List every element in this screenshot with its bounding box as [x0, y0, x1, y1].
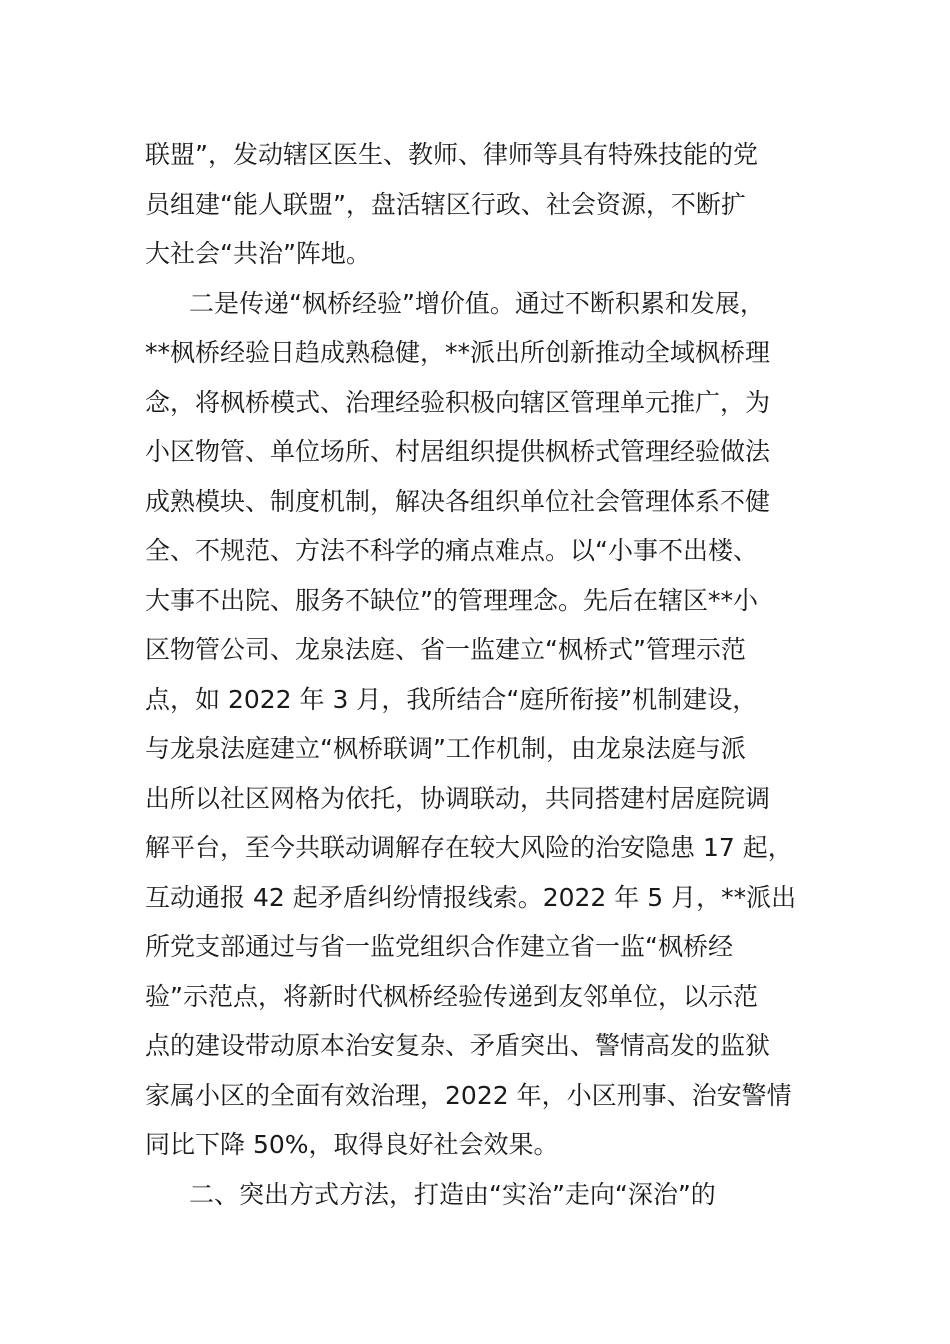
text-line: 点的建设带动原本治安复杂、矛盾突出、警情高发的监狱	[145, 1031, 771, 1060]
section-heading-line: 二、突出方式方法，打造由“实治”走向“深治”的	[189, 1179, 716, 1209]
text-line: 小区物管、单位场所、村居组织提供枫桥式管理经验做法	[145, 437, 771, 466]
text-line: 大社会“共治”阵地。	[145, 239, 371, 268]
text-line: 联盟”，发动辖区医生、教师、律师等具有特殊技能的党	[145, 140, 758, 169]
text-line: 所党支部通过与省一监党组织合作建立省一监“枫桥经	[145, 932, 733, 961]
text-line: 出所以社区网格为依托，协调联动，共同搭建村居庭院调	[145, 783, 771, 813]
text-line: 员组建“能人联盟”，盘活辖区行政、社会资源，不断扩	[145, 189, 746, 219]
paragraph-start-line: 二是传递“枫桥经验”增价值。通过不断积累和发展，	[189, 288, 765, 318]
text-line: 与龙泉法庭建立“枫桥联调”工作机制，由龙泉法庭与派	[145, 734, 746, 763]
text-line: 同比下降 50%，取得良好社会效果。	[145, 1130, 559, 1159]
text-line: **枫桥经验日趋成熟稳健，**派出所创新推动全域枫桥理	[145, 338, 771, 367]
text-line: 大事不出院、服务不缺位”的管理理念。先后在辖区**小	[145, 585, 758, 615]
text-line: 家属小区的全面有效治理，2022 年，小区刑事、治安警情	[145, 1080, 792, 1110]
text-line: 点，如 2022 年 3 月，我所结合“庭所衔接”机制建设，	[145, 684, 758, 714]
text-line: 念，将枫桥模式、治理经验积极向辖区管理单元推广，为	[145, 387, 771, 417]
text-line: 互动通报 42 起矛盾纠纷情报线索。2022 年 5 月，**派出	[145, 882, 797, 912]
text-line: 验”示范点，将新时代枫桥经验传递到友邻单位，以示范	[145, 981, 758, 1011]
body-text	[145, 130, 810, 1219]
text-line: 成熟模块、制度机制，解决各组织单位社会管理体系不健	[145, 486, 771, 516]
text-line: 全、不规范、方法不科学的痛点难点。以“小事不出楼、	[145, 536, 758, 565]
text-line: 解平台，至今共联动调解存在较大风险的治安隐患 17 起，	[145, 833, 793, 862]
text-line: 区物管公司、龙泉法庭、省一监建立“枫桥式”管理示范	[145, 635, 746, 664]
